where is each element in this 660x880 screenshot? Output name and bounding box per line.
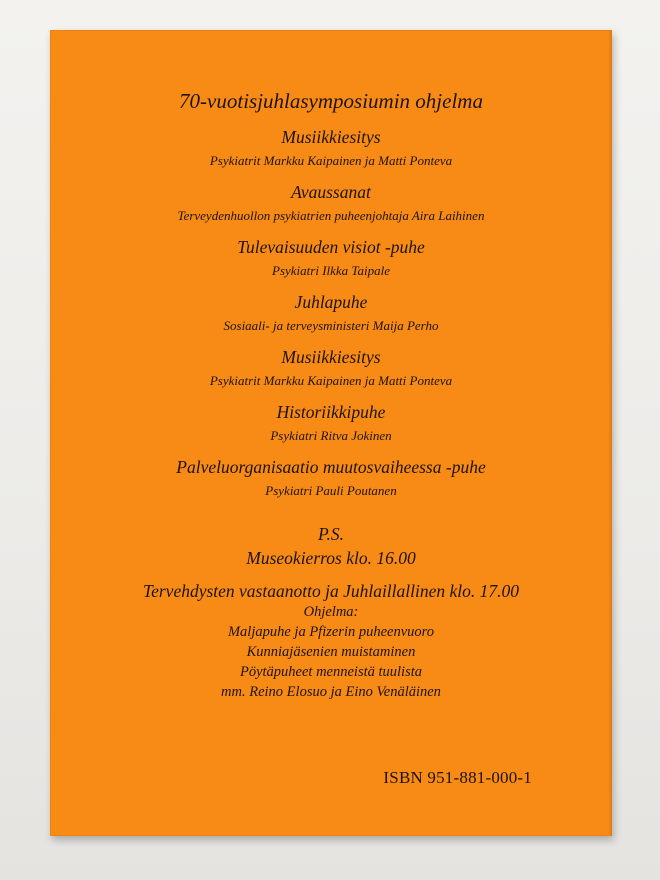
program-item-title: Musiikkiesitys <box>281 127 381 147</box>
reception-program-line: mm. Reino Elosuo ja Eino Venäläinen <box>221 684 441 700</box>
program-item-title: Historiikkipuhe <box>276 402 386 422</box>
program-item <box>50 236 612 280</box>
program-item-title: Palveluorganisaatio muutosvaiheessa -puhe <box>176 457 486 477</box>
program-item-subtitle: Terveydenhuollon psykiatrien puheenjohtaja Aira Laihinen <box>177 208 485 223</box>
reception-program-line: Pöytäpuheet menneistä tuulista <box>239 664 423 680</box>
program-item <box>50 401 612 445</box>
book-back-cover <box>50 30 612 836</box>
program-item-subtitle: Psykiatri Ilkka Taipale <box>272 263 390 278</box>
program-item-subtitle: Psykiatrit Markku Kaipainen ja Matti Ponteva <box>209 153 453 168</box>
program-item-title: Juhlapuhe <box>294 292 368 312</box>
program-item <box>50 181 612 225</box>
reception-program-line: Kunniajäsenien muistaminen <box>246 644 416 660</box>
program-item-subtitle: Psykiatri Pauli Poutanen <box>265 483 397 498</box>
program-item <box>50 291 612 335</box>
reception-block <box>50 580 612 702</box>
program-item-subtitle: Sosiaali- ja terveysministeri Maija Perho <box>223 318 439 333</box>
ps-block <box>50 522 612 570</box>
program-item-title: Avaussanat <box>291 182 371 202</box>
museum-tour: Museokierros klo. 16.00 <box>246 548 416 568</box>
program-title: 70-vuotisjuhlasymposiumin ohjelma <box>179 89 483 113</box>
program-item-title: Tulevaisuuden visiot -puhe <box>237 237 425 257</box>
program-item <box>50 456 612 500</box>
cover-content <box>50 88 612 702</box>
program-item <box>50 126 612 170</box>
ps-label: P.S. <box>318 524 344 544</box>
program-item <box>50 346 612 390</box>
reception-program-label: Ohjelma: <box>303 604 359 620</box>
program-item-subtitle: Psykiatri Ritva Jokinen <box>270 428 392 443</box>
reception-title: Tervehdysten vastaanotto ja Juhlaillallinen klo. 17.00 <box>142 581 520 601</box>
reception-program-line: Maljapuhe ja Pfizerin puheenvuoro <box>227 624 435 640</box>
program-item-title: Musiikkiesitys <box>281 347 381 367</box>
isbn-number: ISBN 951-881-000-1 <box>383 768 532 787</box>
program-item-subtitle: Psykiatrit Markku Kaipainen ja Matti Ponteva <box>209 373 453 388</box>
